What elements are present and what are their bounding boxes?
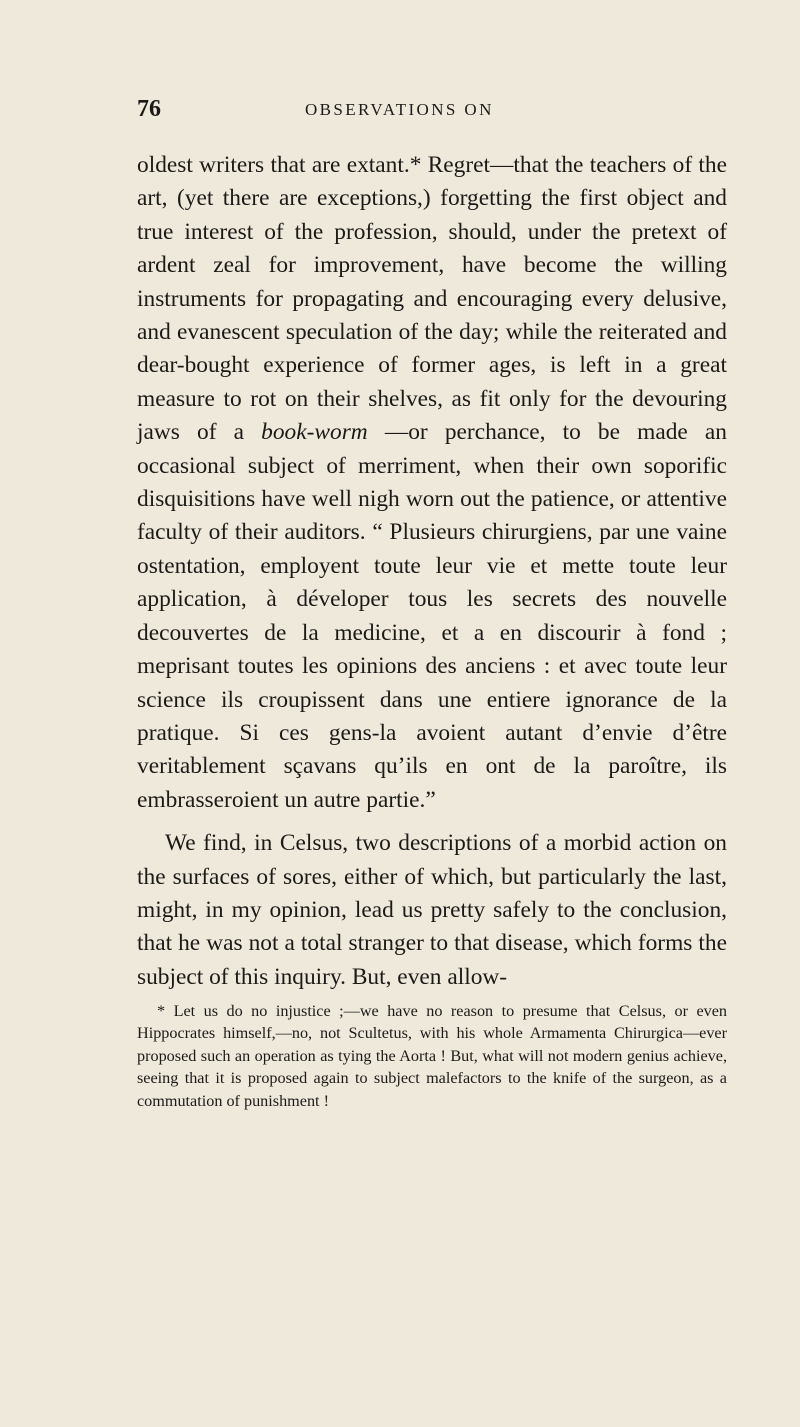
paragraph-2: We find, in Celsus, two descriptions of a morbid action on the surfaces of sores, either of which, but particularly the last, might, in my opinion, lead us pretty safely to the conclusion, that he was not a total stranger to that disease, which forms the subject of this inquiry. But, even allow- [137, 830, 727, 990]
paragraph-1-part-1: oldest writers that are extant.* Regret—that the teachers of the art, (yet there are exceptions,) forgetting the first object and true interest of the profession, should, under the pretext of ardent zeal for improvement, have become the willing instruments for propagating and encouraging every delusive, and evanescent speculation of the day; while the reiterated and dear-bought experience of former ages, is left in a great measure to rot on their shelves, as fit only for the devouring jaws of a [137, 152, 727, 446]
page-number: 76 [137, 96, 161, 122]
paragraph-1 [137, 149, 727, 817]
page-header [137, 96, 727, 126]
running-head: OBSERVATIONS ON [305, 100, 494, 119]
footnote: * Let us do no injustice ;—we have no reason to presume that Celsus, or even Hippocrates himself,—no, not Scultetus, with his whole Armamenta Chirurgica—ever proposed such an operation as tying the Aorta ! But, what will not modern genius achieve, seeing that it is proposed again to subject malefactors to the knife of the surgeon, as a commutation of punishment ! [137, 1002, 727, 1110]
paragraph-1-part-2: —or perchance, to be made an occasional subject of merriment, when their own soporific disquisitions have well nigh worn out the patience, or attentive faculty of their auditors. “ Plusieurs chirurgiens, par une vaine ostentation, employent toute leur vie et mette toute leur application, à déveloper tous les secrets des nouvelle decouvertes de la medicine, et a en discourir à fond ; meprisant toutes les opinions des anciens : et avec toute leur science ils croupissent dans une entiere ignorance de la pratique. Si ces gens-la avoient autant d’envie d’être veritablement sçavans qu’ils en ont de la paroître, ils embrasseroient un autre partie.” [137, 419, 727, 813]
paragraph-1-italic: book-worm [261, 419, 368, 446]
main-text [137, 149, 727, 994]
